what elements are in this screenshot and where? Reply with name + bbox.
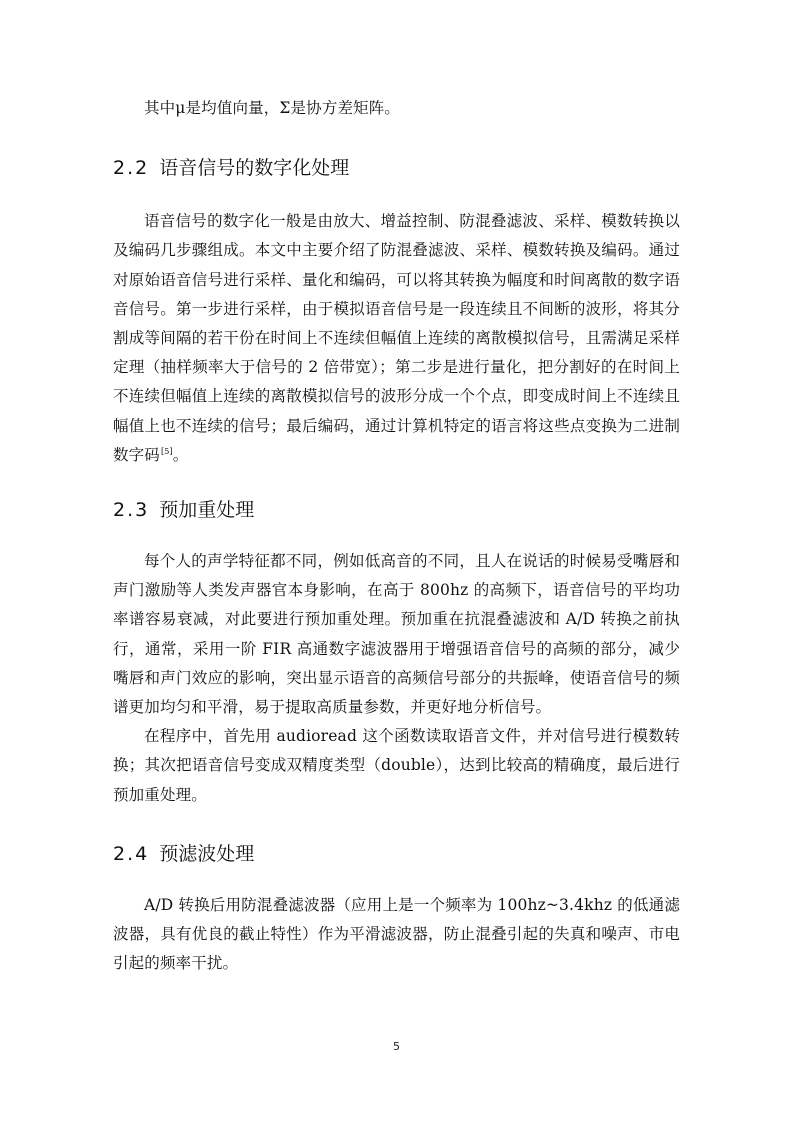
section-title: 语音信号的数字化处理 (159, 157, 350, 180)
section-2-4-paragraph: A/D 转换后用防混叠滤波器（应用上是一个频率为 100hz~3.4khz 的低通滤波器，具有优良的截止特性）作为平滑滤波器，防止混叠引起的失真和噪声、市电引起的频率干扰。 (113, 895, 680, 973)
section-2-2-paragraph (113, 207, 680, 470)
section-heading-2-3 (113, 497, 680, 523)
page-number: 5 (393, 1040, 400, 1053)
section-heading-2-2 (113, 155, 680, 181)
paragraph-end: 。 (172, 445, 189, 464)
paragraph-text: 语音信号的数字化一般是由放大、增益控制、防混叠滤波、采样、模数转换以及编码几步骤组成。本文中主要介绍了防混叠滤波、采样、模数转换及编码。通过对原始语音信号进行采样、量化和编码，可以将其转换为幅度和时间离散的数字语音信号。第一步进行采样，由于模拟语音信号是一段连续且不间断的波形，将其分割成等间隔的若干份在时间上不连续但幅值上连续的离散模拟信号，且需满足采样定理（抽样频率大于信号的 2 倍带宽）；第二步是进行量化，把分割好的在时间上不连续但幅值上连续的离散模拟信号的波形分成一个个点，即变成时间上不连续且幅值上也不连续的信号；最后编码，通过计算机特定的语言将这些点变换为二进制数字码 (113, 212, 680, 464)
intro-paragraph: 其中μ是均值向量，Σ是协方差矩阵。 (144, 99, 401, 117)
section-number: 2.2 (113, 157, 150, 180)
section-heading-2-4 (113, 841, 680, 867)
citation-reference: [5] (160, 446, 173, 456)
section-2-3-paragraph-2: 在程序中，首先用 audioread 这个函数读取语音文件，并对信号进行模数转换；其次把语音信号变成双精度类型（double），达到比较高的精确度，最后进行预加重处理。 (113, 727, 680, 804)
section-title: 预加重处理 (159, 499, 255, 522)
section-number: 2.4 (113, 842, 150, 865)
section-title: 预滤波处理 (159, 842, 255, 865)
section-2-3-paragraph-1: 每个人的声学特征都不同，例如低高音的不同，且人在说话的时候易受嘴唇和声门激励等人类发声器官本身影响，在高于 800hz 的高频下，语音信号的平均功率谱容易衰减，对此要进行预加重处理。预加重在抗混叠滤波和 A/D 转换之前执行，通常，采用一阶 FIR 高通数字滤波器用于增强语音信号的高频的部分，减少嘴唇和声门效应的影响，突出显示语音的高频信号部分的共振峰，使语音信号的频谱更加均匀和平滑，易于提取高质量参数，并更好地分析信号。 (113, 552, 680, 717)
section-number: 2.3 (113, 499, 150, 522)
